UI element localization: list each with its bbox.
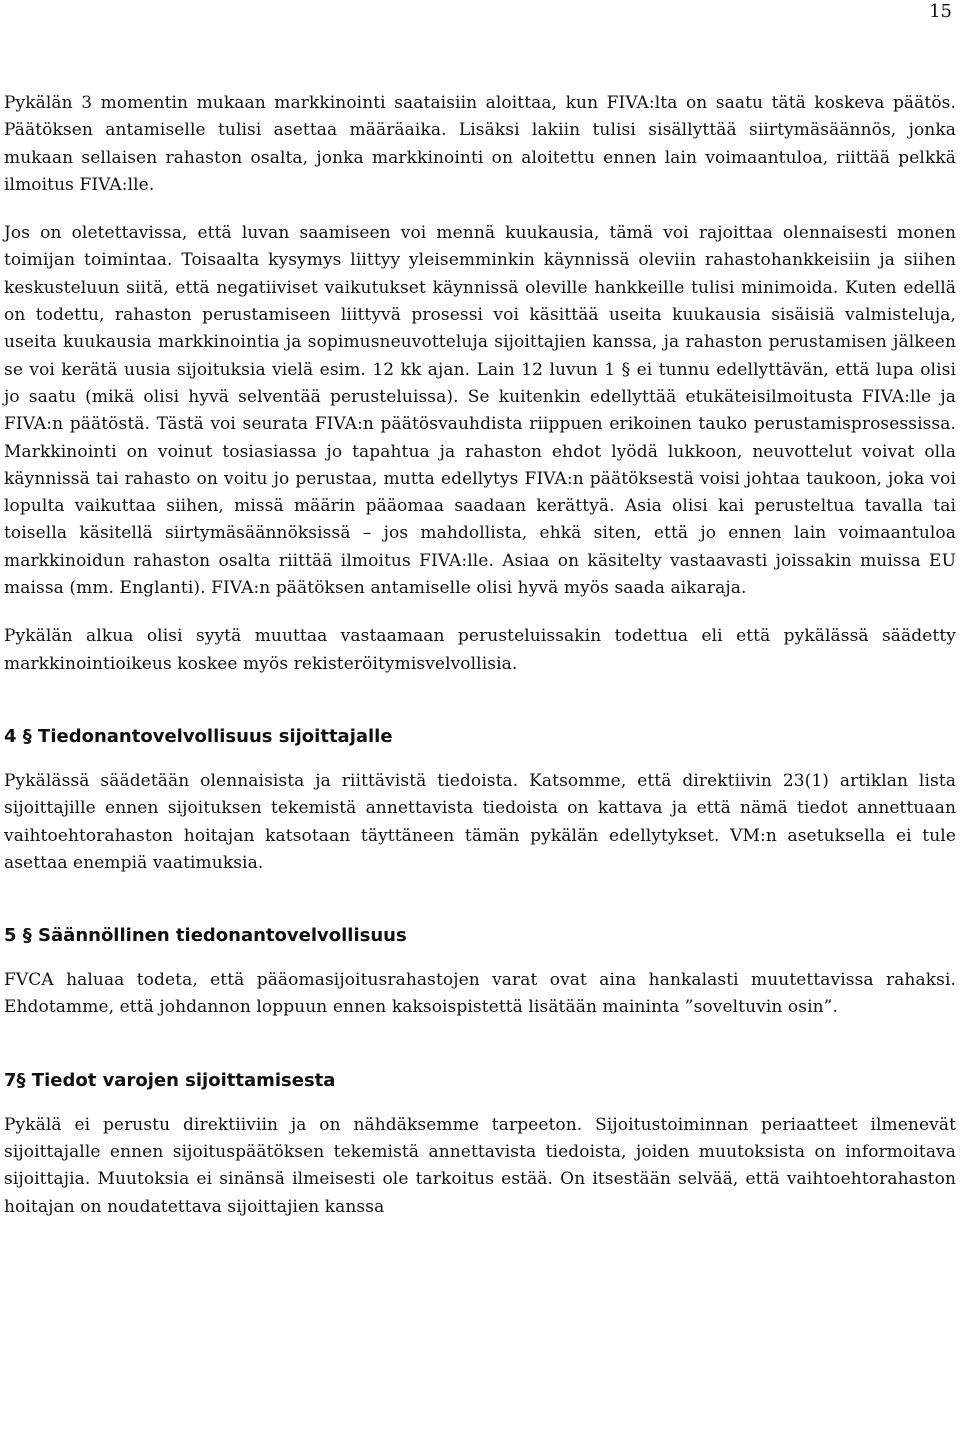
section-7-text: Pykälä ei perustu direktiiviin ja on nähdäksemme tarpeeton. Sijoitustoiminnan periaatteet ilmenevät sijoittajalle ennen sijoituspäätöksen tekemistä annettavista tiedoista, joiden muutoksista on informoitava sijoittajia. Muutoksia ei sinänsä ilmeisesti ole tarkoitus estää. On itsestään selvää, että vaihtoehtorahaston hoitajan on noudatettava sijoittajien kanssa: [4, 1114, 956, 1217]
paragraph-markkinointi: Pykälän 3 momentin mukaan markkinointi saataisiin aloittaa, kun FIVA:lta on saatu tätä koskeva päätös. Päätöksen antamiselle tulisi asettaa määräaika. Lisäksi lakiin tulisi sisällyttää siirtymäsäännös, jonka mukaan sellaisen rahaston osalta, jonka markkinointi on aloitettu ennen lain voimaantuloa, riittää pelkkä ilmoitus FIVA:lle.: [4, 93, 956, 195]
page-number: 15: [929, 1, 952, 22]
section-7-heading: 7§ Tiedot varojen sijoittamisesta: [4, 1069, 336, 1091]
document-body: [4, 90, 956, 1242]
paragraph-pykalan-alku: Pykälän alkua olisi syytä muuttaa vastaamaan perusteluissakin todettua eli että pykälässä säädetty markkinointioikeus koskee myös rekisteröitymisvelvollisia.: [4, 626, 956, 674]
section-5-text: FVCA haluaa todeta, että pääomasijoitusrahastojen varat ovat aina hankalasti muutettavissa rahaksi. Ehdotamme, että johdannon loppuun ennen kaksoispistettä lisätään maininta ”soveltuvin osin”.: [4, 970, 956, 1018]
paragraph-luvan-saaminen: Jos on oletettavissa, että luvan saamiseen voi mennä kuukausia, tämä voi rajoittaa olennaisesti monen toimijan toimintaa. Toisaalta kysymys liittyy yleisemminkin käynnissä oleviin rahastohankkeisiin ja siihen keskusteluun siitä, että negatiiviset vaikutukset käynnissä oleville hankkeille tulisi minimoida. Kuten edellä on todettu, rahaston perustamiseen liittyvä prosessi voi käsittää useita kuukausia sisäisiä valmisteluja, useita kuukausia markkinointia ja sopimusneuvotteluja sijoittajien kanssa, ja rahaston perustamisen jälkeen se voi kerätä uusia sijoituksia vielä esim. 12 kk ajan. Lain 12 luvun 1 § ei tunnu edellyttävän, että lupa olisi jo saatu (mikä olisi hyvä selventää perusteluissa). Se kuitenkin edellyttää etukäteisilmoitusta FIVA:lle ja FIVA:n päätöstä. Tästä voi seurata FIVA:n päätösvauhdista riippuen erikoinen tauko perustamisprosessissa. Markkinointi on voinut tosiasiassa jo tapahtua ja rahaston ehdot lyödä lukkoon, neuvottelut voivat olla käynnissä tai rahasto on voitu jo perustaa, mutta edellytys FIVA:n päätöksestä voisi johtaa taukoon, joka voi lopulta vaikuttaa siihen, missä määrin pääomaa saadaan kerättyä. Asia olisi kai perusteltua tavalla tai toisella käsitellä siirtymäsäännöksissä – jos mahdollista, ehkä siten, että jo ennen lain voimaantuloa markkinoidun rahaston osalta riittää ilmoitus FIVA:lle. Asiaa on käsitelty vastaavasti joissakin muissa EU maissa (mm. Englanti). FIVA:n päätöksen antamiselle olisi hyvä myös saada aikaraja.: [4, 223, 956, 599]
section-4-text: Pykälässä säädetään olennaisista ja riittävistä tiedoista. Katsomme, että direktiivin 23(1) artiklan lista sijoittajille ennen sijoituksen tekemistä annettavista tiedoista on kattava ja että nämä tiedot annettuaan vaihtoehtorahaston hoitajan katsotaan täyttäneen tämän pykälän edellytykset. VM:n asetuksella ei tule asettaa enempiä vaatimuksia.: [4, 770, 956, 873]
section-4-heading: 4 § Tiedonantovelvollisuus sijoittajalle: [4, 725, 393, 747]
section-5-heading: 5 § Säännöllinen tiedonantovelvollisuus: [4, 925, 407, 947]
